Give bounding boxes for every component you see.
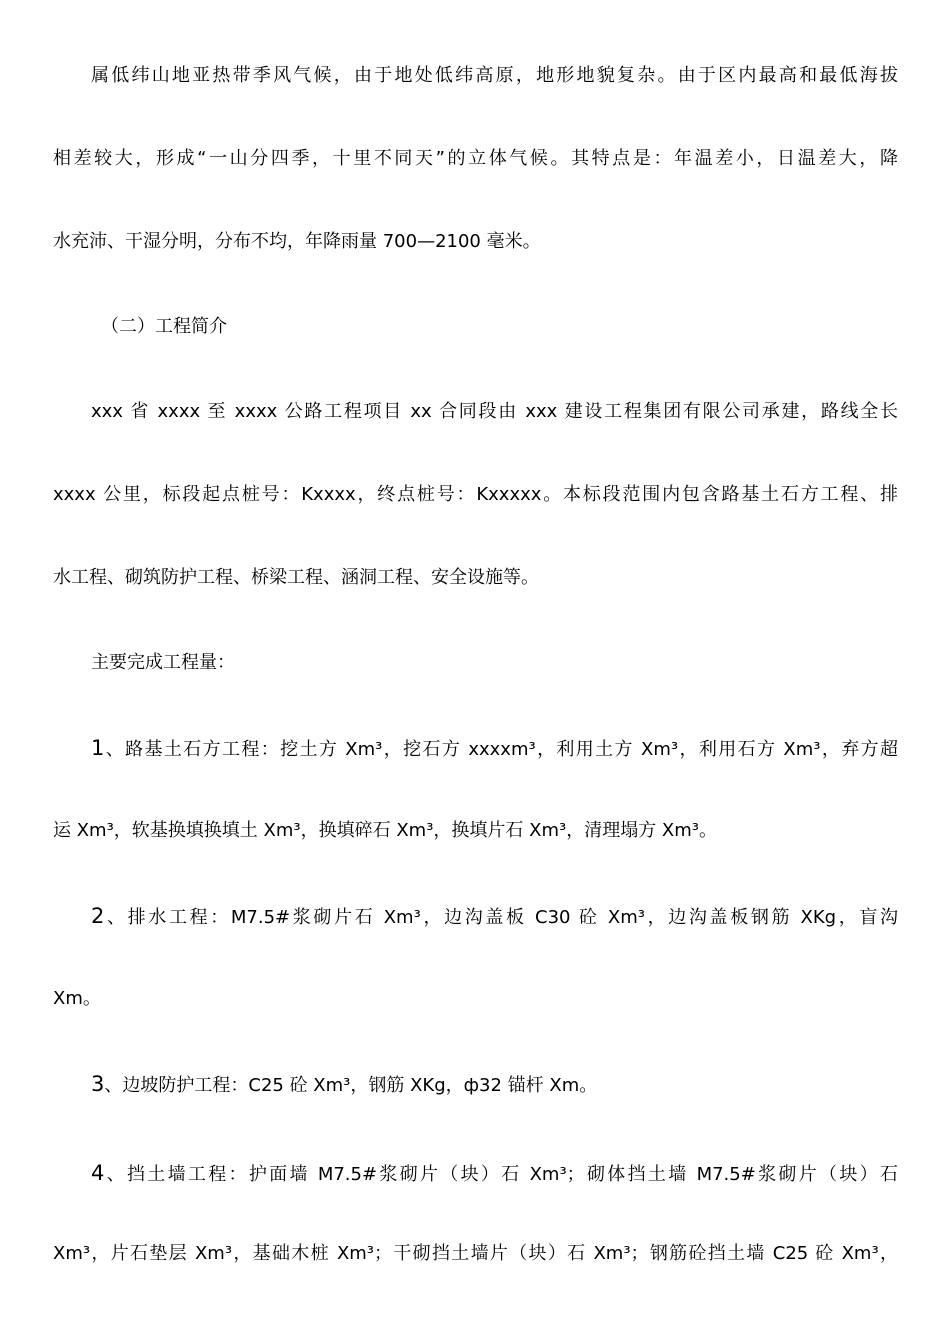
paragraph-project-line-1: xxx 省 xxxx 至 xxxx 公路工程项目 xx 合同段由 xxx 建设工程集团有限公司承建，路线全长 bbox=[91, 401, 898, 422]
item-2-text: 、排水工程：M7.5#浆砌片石 Xm³，边沟盖板 C30 砼 Xm³，边沟盖板钢筋 XKg，盲沟 bbox=[104, 907, 898, 928]
quantities-heading: 主要完成工程量： bbox=[91, 652, 235, 673]
item-number-4: 4 bbox=[91, 1161, 105, 1185]
item-1-line-2: 运 Xm³，软基换填换填土 Xm³，换填碎石 Xm³，换填片石 Xm³，清理塌方 Xm³。 bbox=[53, 820, 718, 841]
paragraph-project-line-2: xxxx 公里，标段起点桩号：Kxxxx，终点桩号：Kxxxxx。本标段范围内包含路基土石方工程、排 bbox=[53, 484, 898, 505]
paragraph-climate-line-1: 属低纬山地亚热带季风气候，由于地处低纬高原，地形地貌复杂。由于区内最高和最低海拔 bbox=[91, 65, 898, 86]
item-1-text: 、路基土石方工程：挖土方 Xm³，挖石方 xxxxm³，利用土方 Xm³，利用石方 Xm³，弃方超 bbox=[104, 739, 898, 760]
item-2-line-2: Xm。 bbox=[53, 988, 101, 1009]
paragraph-climate-line-2: 相差较大，形成“一山分四季，十里不同天”的立体气候。其特点是：年温差小，日温差大，降 bbox=[53, 148, 898, 169]
item-2-line-1 bbox=[91, 904, 898, 930]
item-number-2: 2 bbox=[91, 904, 105, 928]
item-1-line-1 bbox=[91, 736, 898, 762]
item-number-1: 1 bbox=[91, 736, 105, 760]
item-4-text: 、挡土墙工程：护面墙 M7.5#浆砌片（块）石 Xm³；砌体挡土墙 M7.5#浆砌片（块）石 bbox=[104, 1164, 898, 1185]
item-4-line-1 bbox=[91, 1161, 898, 1187]
section-heading-project-intro: （二）工程简介 bbox=[101, 316, 227, 337]
item-4-line-2: Xm³，片石垫层 Xm³，基础木桩 Xm³；干砌挡土墙片（块）石 Xm³；钢筋砼挡土墙 C25 砼 Xm³， bbox=[53, 1243, 898, 1264]
item-3-line-1 bbox=[91, 1072, 898, 1098]
item-3-text: 、边坡防护工程：C25 砼 Xm³，钢筋 XKg，ф32 锚杆 Xm。 bbox=[104, 1075, 598, 1096]
item-number-3: 3 bbox=[91, 1072, 105, 1096]
paragraph-project-line-3: 水工程、砌筑防护工程、桥梁工程、涵洞工程、安全设施等。 bbox=[53, 567, 539, 588]
paragraph-climate-line-3: 水充沛、干湿分明，分布不均，年降雨量 700—2100 毫米。 bbox=[53, 231, 541, 252]
